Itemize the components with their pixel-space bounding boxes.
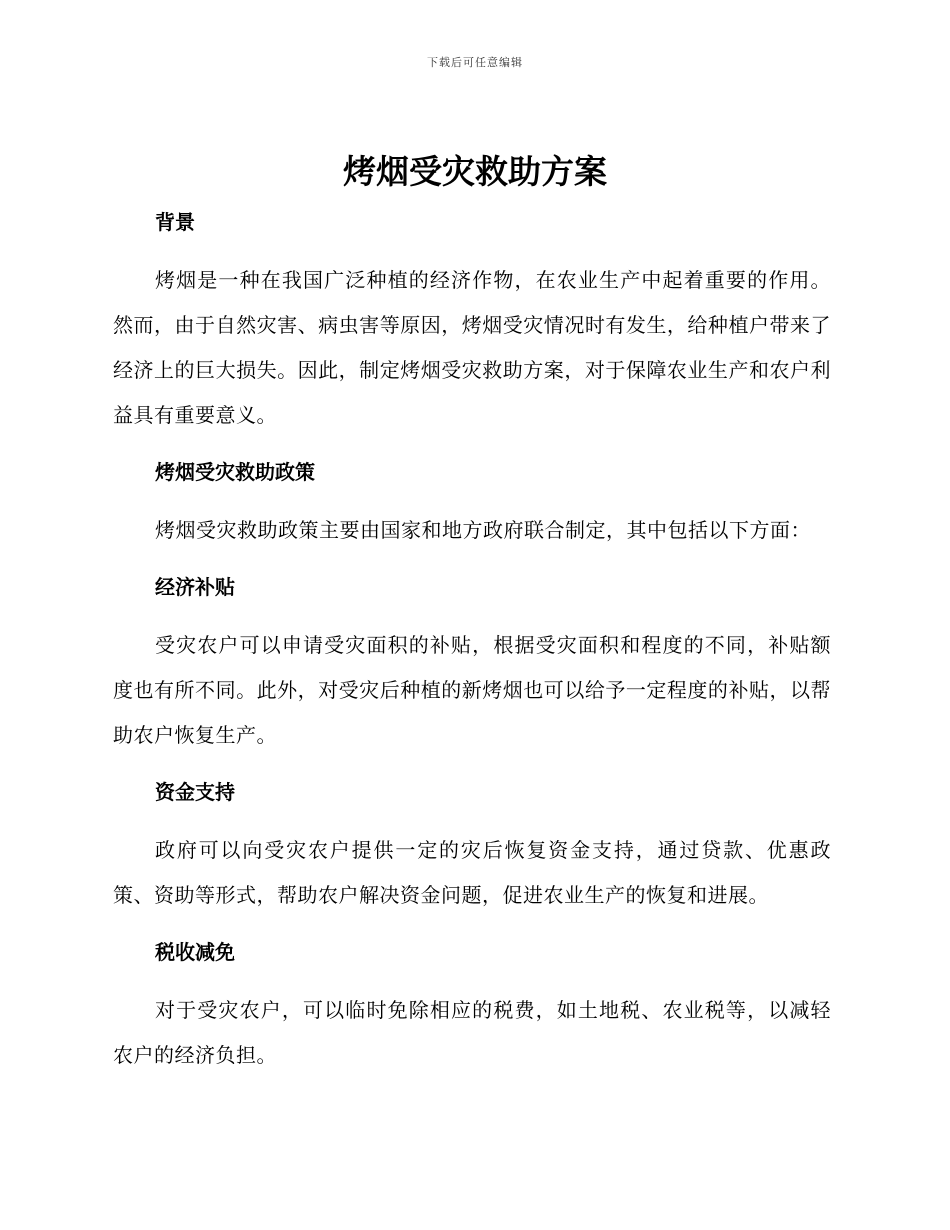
section-paragraph: 受灾农户可以申请受灾面积的补贴，根据受灾面积和程度的不同，补贴额度也有所不同。此外，对受灾后种植的新烤烟也可以给予一定程度的补贴，以帮助农户恢复生产。 bbox=[113, 633, 831, 747]
section-heading: 经济补贴 bbox=[155, 575, 235, 599]
section-paragraph: 对于受灾农户，可以临时免除相应的税费，如土地税、农业税等，以减轻农户的经济负担。 bbox=[113, 998, 831, 1067]
section-paragraph: 政府可以向受灾农户提供一定的灾后恢复资金支持，通过贷款、优惠政策、资助等形式，帮助农户解决资金问题，促进农业生产的恢复和进展。 bbox=[113, 838, 831, 907]
section-paragraph: 烤烟是一种在我国广泛种植的经济作物，在农业生产中起着重要的作用。然而，由于自然灾害、病虫害等原因，烤烟受灾情况时有发生，给种植户带来了经济上的巨大损失。因此，制定烤烟受灾救助方案，对于保障农业生产和农户利益具有重要意义。 bbox=[113, 268, 831, 427]
section-relief-policy bbox=[113, 452, 831, 567]
document-title: 烤烟受灾救助方案 bbox=[343, 152, 607, 191]
section-economic-subsidy bbox=[113, 567, 831, 772]
section-heading: 资金支持 bbox=[155, 780, 235, 804]
section-heading: 烤烟受灾救助政策 bbox=[155, 460, 315, 484]
section-heading: 税收减免 bbox=[155, 940, 235, 964]
document-body bbox=[113, 202, 831, 1078]
section-funding-support bbox=[113, 772, 831, 932]
section-tax-relief bbox=[113, 932, 831, 1078]
section-paragraph: 烤烟受灾救助政策主要由国家和地方政府联合制定，其中包括以下方面： bbox=[155, 518, 811, 542]
page-header-note: 下载后可任意编辑 bbox=[427, 56, 523, 69]
section-heading: 背景 bbox=[155, 210, 195, 234]
section-background bbox=[113, 202, 831, 452]
